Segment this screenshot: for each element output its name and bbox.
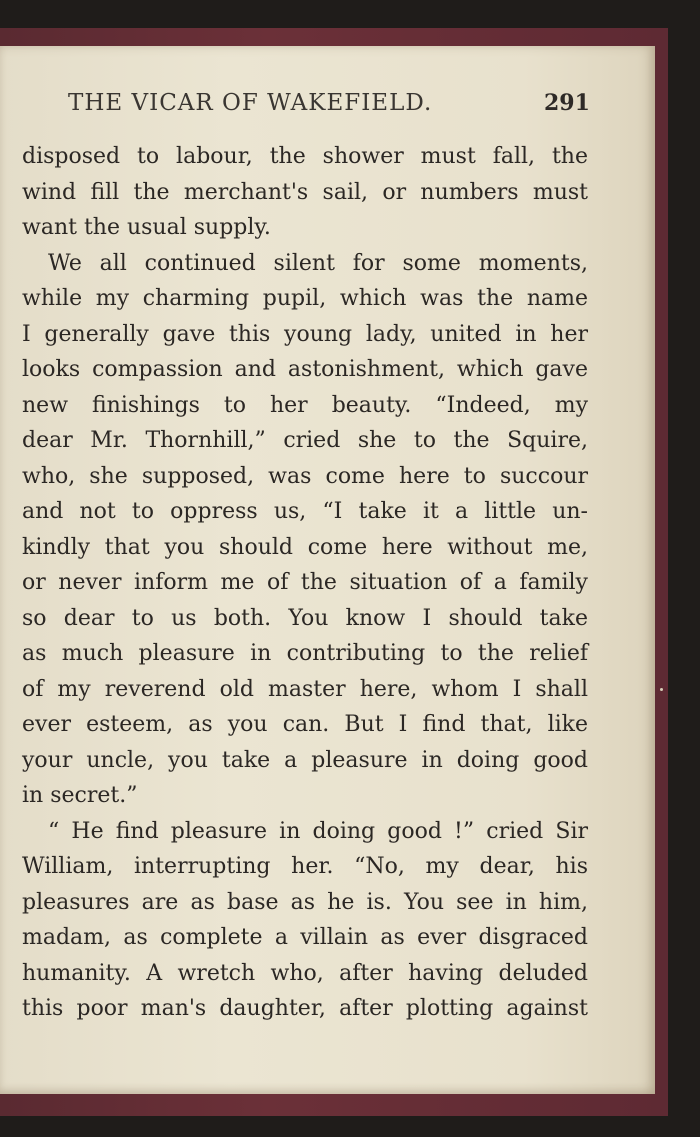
text-line: who, she supposed, was come here to succour [22,463,588,489]
text-line: in secret.” [22,783,138,808]
page-number: 291 [544,90,590,116]
text-line: dear Mr. Thornhill,” cried she to the Squire, [22,428,588,453]
text-line: looks compassion and astonishment, which gave [22,357,588,382]
book-page [0,46,655,1094]
text-line: We all continued silent for some moments, [48,250,588,276]
text-line: pleasures are as base as he is. You see in him, [22,889,588,915]
text-line: as much pleasure in contributing to the relief [22,641,588,666]
text-line: kindly that you should come here without me, [22,534,588,560]
text-line: so dear to us both. You know I should take [22,605,588,631]
running-title: THE VICAR OF WAKEFIELD. [68,90,433,116]
text-line: disposed to labour, the shower must fall, the [22,144,588,169]
text-line: ever esteem, as you can. But I find that, like [22,712,588,737]
text-line: while my charming pupil, which was the name [22,286,588,311]
text-line: or never inform me of the situation of a family [22,570,588,595]
text-line: I generally gave this young lady, united in her [22,321,588,347]
text-line: “ He find pleasure in doing good !” cried Sir [48,818,588,844]
text-line: want the usual supply. [22,215,271,240]
text-line: William, interrupting her. “No, my dear, his [22,854,588,879]
text-line: your uncle, you take a pleasure in doing good [22,747,588,773]
text-line: of my reverend old master here, whom I shall [22,676,588,702]
text-line: and not to oppress us, “I take it a little un- [22,499,588,524]
text-line: this poor man's daughter, after plotting against [22,996,588,1021]
text-line: humanity. A wretch who, after having deluded [22,960,588,986]
paper-fleck [660,688,663,691]
text-line: new finishings to her beauty. “Indeed, my [22,392,588,418]
text-line: wind fill the merchant's sail, or numbers must [22,179,588,205]
text-line: madam, as complete a villain as ever disgraced [22,925,588,950]
body-text [22,139,588,1027]
page-header [0,90,655,126]
